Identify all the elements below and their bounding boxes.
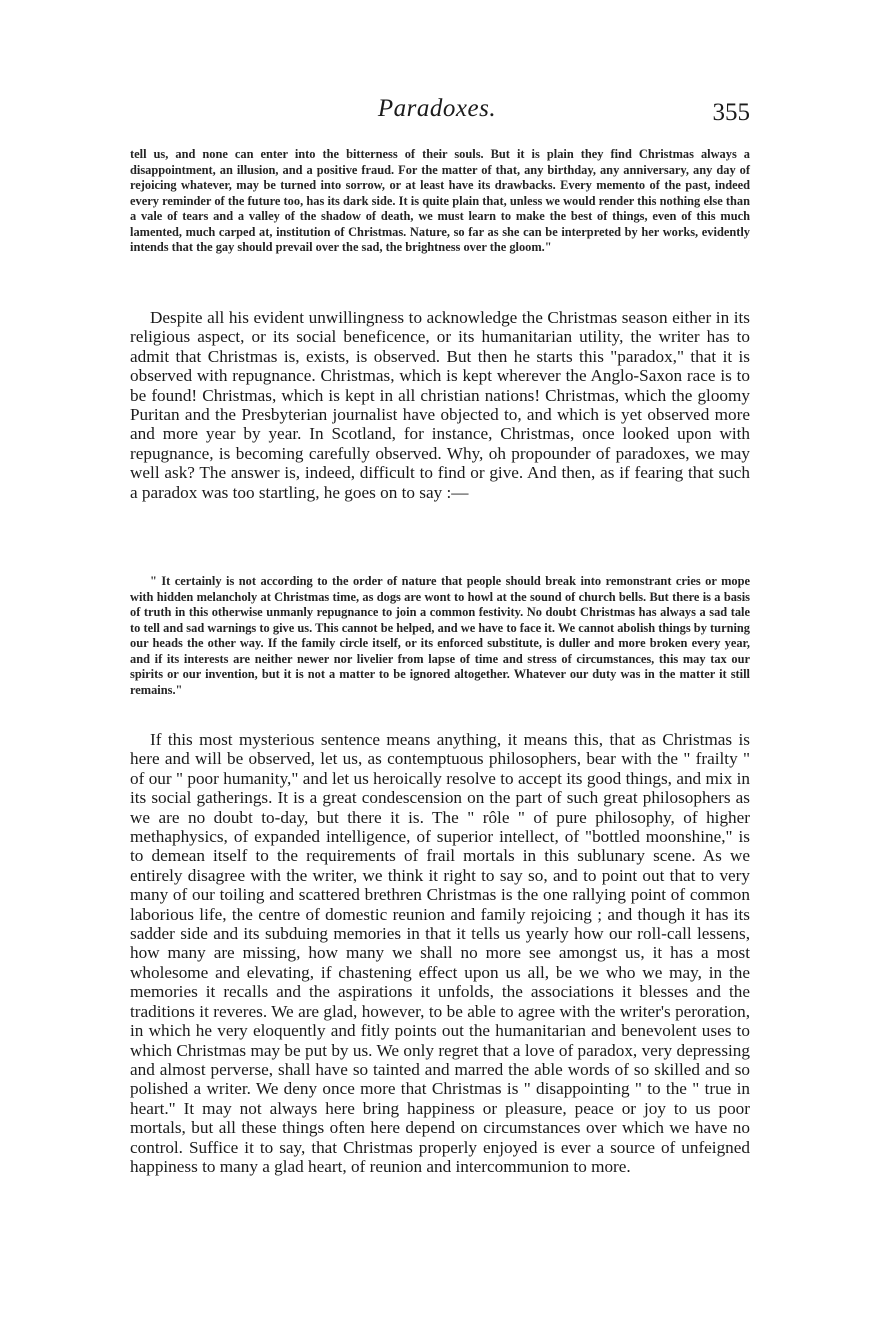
body-paragraph-block: [130, 308, 750, 502]
body-paragraph: If this most mysterious sentence means anything, it means this, that as Christmas is here and will be observed, let us, as contemptuous philosophers, bear with the " frailty " of our " poor humanity," and let us heroically resolve to accept its good things, and mix in its social gatherings. It is a great condescension on the part of such great philosophers as we are no doubt to-day, but there it is. The " rôle " of pure philosophy, of higher methaphysics, of expanded intelligence, of superior intellect, of "bottled moonshine," is to demean itself to the requirements of frail mortals in this sublunary scene. As we entirely disagree with the writer, we think it right to say so, and to point out that to very many of our toiling and scattered brethren Christmas is the one rallying point of common laborious life, the centre of domestic reunion and family rejoicing ; and though it has its sadder side and its subduing memories in that it tells us yearly how our roll-call lessens, how many are missing, how many we shall no more see amongst us, it has a most wholesome and elevating, if chastening effect upon us all, be we who we may, in the memories it recalls and the aspirations it unfolds, the associations it blesses and the traditions it reveres. We are glad, however, to be able to agree with the writer's peroration, in which he very eloquently and fitly points out the humanitarian and benevolent uses to which Christmas may be put by us. We only regret that a love of paradox, very depressing and almost perverse, shall have so tainted and marred the able words of so skilled and so polished a writer. We deny once more that Christmas is " disappointing " to the " true in heart." It may not always here bring happiness or pleasure, peace or joy to us poor mortals, but all these things often here depend on circumstances over which we have no control. Suffice it to say, that Christmas properly enjoyed is ever a source of unfeigned happiness to many a glad heart, of reunion and intercommunion to more.: [130, 730, 750, 1176]
quote-paragraph: " It certainly is not according to the order of nature that people should break into remonstrant cries or mope with hidden melancholy at Christmas time, as dogs are wont to howl at the sound of church bells. But there is a basis of truth in this otherwise unmanly repugnance to join a common festivity. No doubt Christmas has always a sad tale to tell and sad warnings to give us. This cannot be helped, and we have to face it. We cannot abolish things by turning our heads the other way. If the family circle itself, or its enforced substitute, is duller and more broken every year, and if its interests are neither newer nor livelier from lapse of time and stress of circumstances, this may tax our spirits or our invention, but it is not a matter to be ignored altogether. Whatever our duty was in the matter it still remains.": [130, 574, 750, 697]
body-paragraph: Despite all his evident unwillingness to acknowledge the Christmas season either in its religious aspect, or its social beneficence, or its humanitarian utility, the writer has to admit that Christmas is, exists, is observed. But then he starts this "paradox," that it is observed with repugnance. Christmas, which is kept wherever the Anglo-Saxon race is to be found! Christmas, which is kept in all christian nations! Christmas, which the gloomy Puritan and the Presbyterian journalist have objected to, and which is yet observed more and more year by year. In Scotland, for instance, Christmas, once looked upon with repugnance, is becoming carefully observed. Why, oh propounder of paradoxes, we may well ask? The answer is, indeed, difficult to find or give. And then, as if fearing that such a paradox was too startling, he goes on to say :—: [130, 308, 750, 502]
block-quote-continued: [130, 147, 750, 256]
body-paragraph-block: [130, 730, 750, 1176]
running-title: Paradoxes.: [377, 95, 497, 122]
page-number: 355: [712, 99, 750, 126]
block-quote: [130, 574, 750, 698]
quote-paragraph: tell us, and none can enter into the bitterness of their souls. But it is plain they find Christmas always a disappointment, an illusion, and a positive fraud. For the matter of that, any birthday, any anniversary, any day of rejoicing whatever, may be turned into sorrow, or at least have its drawbacks. Every memento of the past, indeed every reminder of the future too, has its dark side. It is quite plain that, unless we would render this nothing else than a vale of tears and a valley of the shadow of death, we must learn to make the best of things, even of this much lamented, much carped at, institution of Christmas. Nature, so far as she can be interpreted by her works, evidently intends that the gay should prevail over the sad, the brightness over the gloom.": [130, 147, 750, 254]
